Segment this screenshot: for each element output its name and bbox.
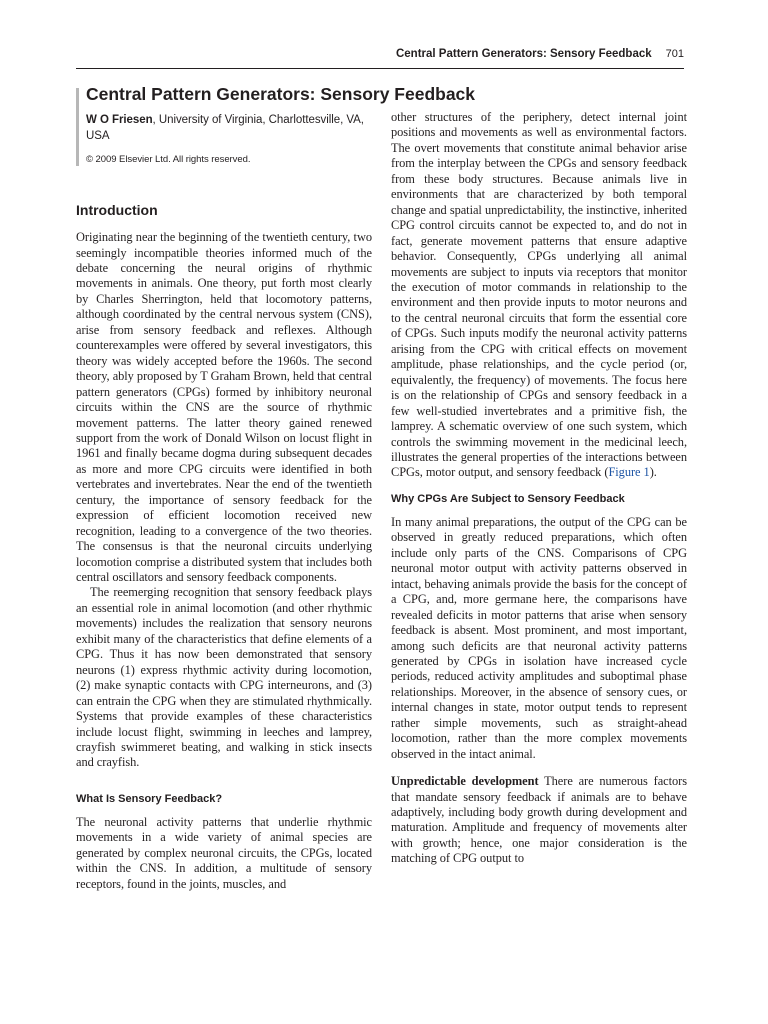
what-is-paragraph-continued [391, 110, 687, 481]
running-head-title: Central Pattern Generators: Sensory Feedback [395, 48, 652, 60]
section-heading-why: Why CPGs Are Subject to Sensory Feedback [391, 492, 625, 505]
what-is-paragraph-end: ). [649, 465, 657, 480]
why-paragraph-1: In many animal preparations, the output of the CPG can be observed in greatly reduced preparations, which often include only parts of the CNS. Comparisons of CPG neuronal motor output with activity patterns observed in intact, behaving animals provide the basis for the concept of a CPG, and, more germane here, the comparisons have revealed deficits in motor patterns that arise when sensory feedback is absent. Most prominent, and most important, among such deficits are that neuronal activity patterns generated by CPGs in isolation have increased cycle periods, reduced activity amplitudes and suboptimal phase relationships. Moreover, in the absence of sensory cues, or internal changes in state, motor output tends to represent rather simple movements, such as straight-ahead locomotion, rather than the more complex movements observed in the intact animal. [391, 514, 687, 761]
section-heading-introduction: Introduction [76, 202, 158, 219]
running-head [76, 48, 684, 60]
title-accent-bar [76, 88, 79, 166]
why-paragraph-2 [391, 774, 687, 867]
author-line [86, 113, 372, 145]
intro-paragraph-1: Originating near the beginning of the twentieth century, two seemingly incompatible theories informed much of the debate concerning the neural origins of rhythmic movements in animals. One theory, put forth most clearly by Charles Sherrington, held that locomotory patterns, although coordinated by the central nervous system (CNS), arise from sensory feedback and reflexes. Although counterexamples were offered by several investigators, this theory was widely accepted before the 1960s. The second theory, ably proposed by T Graham Brown, held that central pattern generators (CPGs) formed by inhibitory neuronal circuits within the CNS are the source of rhythmic movement patterns. The latter theory gained renewed support from the work of Donald Wilson on locust flight in 1961 and finally became dogma during subsequent decades as more and more CPG circuits were identified in both vertebrates and invertebrates. Near the end of the twentieth century, the importance of sensory feedback for the expression of efficient locomotion received new recognition, leading to a convergence of the two theories. The consensus is that the neuronal circuits underlying locomotion comprise a distributed system that includes both central oscillators and sensory feedback components. [76, 230, 372, 585]
intro-paragraph-2: The reemerging recognition that sensory feedback plays an essential role in animal locomotion (and other rhythmic movements) includes the realization that sensory neurons exhibit many of the characteristics that define elements of a CPG. Thus it has now been demonstrated that sensory neurons (1) express rhythmic activity during locomotion, (2) make synaptic contacts with CPG interneurons, and (3) can entrain the CPG when they are stimulated rhythmically. Systems that provide examples of these characteristics include locust flight, swimming in leeches and lamprey, crayfish swimmeret beating, and walking in stick insects and crayfish. [76, 585, 372, 770]
copyright-notice: © 2009 Elsevier Ltd. All rights reserved. [86, 153, 251, 165]
header-rule [76, 68, 684, 69]
author-affiliation: , University of Virginia, Charlottesville, VA, USA [86, 114, 364, 142]
article-title: Central Pattern Generators: Sensory Feedback [86, 84, 476, 104]
page-number: 701 [665, 48, 684, 60]
section-heading-what-is: What Is Sensory Feedback? [76, 792, 223, 805]
figure-1-link[interactable]: Figure 1 [608, 465, 650, 480]
title-block [76, 84, 476, 166]
runin-heading-unpredictable-development: Unpredictable development [391, 774, 539, 789]
why-paragraph-2-text: There are numerous factors that mandate sensory feedback if animals are to behave adaptively, including body growth during development and maturation. Amplitude and frequency of movements alter with growth; hence, one major consideration is the matching of CPG output to [391, 774, 687, 866]
right-column [391, 110, 687, 867]
author-name: W O Friesen [86, 114, 153, 126]
what-is-paragraph-1: The neuronal activity patterns that underlie rhythmic movements in a wide variety of animal species are generated by complex neuronal circuits, the CPGs, located within the CNS. In addition, a multitude of sensory receptors, found in the joints, muscles, and [76, 814, 372, 891]
what-is-paragraph-continued-text: other structures of the periphery, detect internal joint positions and movements as well as environmental factors. The overt movements that constitute animal behavior arise from the interplay between the CPGs and sensory feedback from these body structures. Because animals live in environments that are characterized by both temporal change and spatial unpredictability, the instinctive, inherited CPG control circuits cannot be expected to, and do not in fact, generate movement patterns that ensure adaptive behavior. Consequently, CPGs underlying all animal movements are subject to inputs via receptors that monitor the execution of motor commands in relationship to the environment and then provide inputs to motor neurons and to the central neuronal circuits that form the essential core of CPGs. Such inputs modify the neuronal activity patterns arising from the CPG with critical effects on movement amplitude, phase relationships, and the cycle period (or, equivalently, the frequency) of movements. The focus here is on the relationship of CPGs and sensory feedback in a few well-studied invertebrates and a primitive fish, the lamprey. A schematic overview of one such system, which controls the swimming movement in the medicinal leech, illustrates the general properties of the interactions between CPGs, motor output, and sensory feedback ( [391, 110, 687, 480]
